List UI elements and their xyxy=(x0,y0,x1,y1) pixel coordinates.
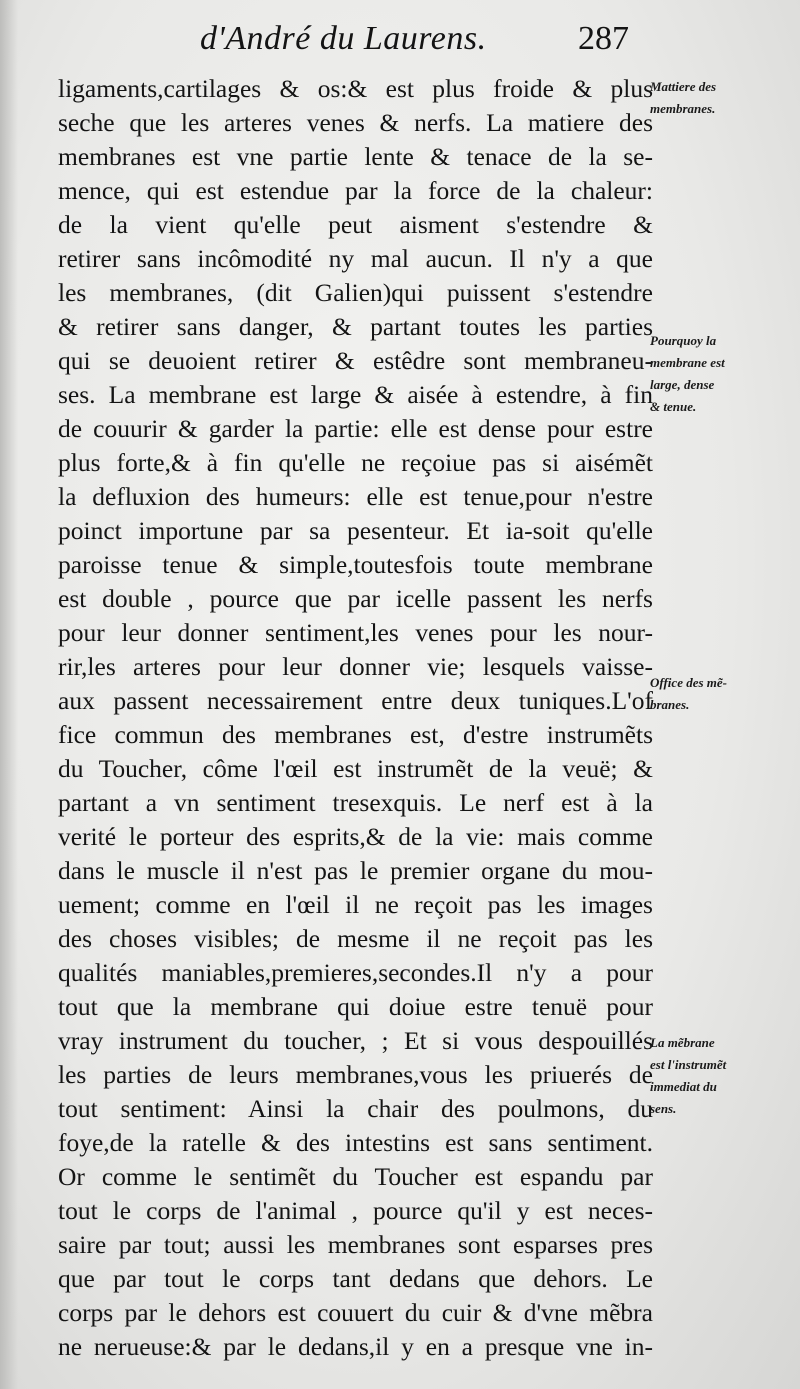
text-line: de couurir & garder la partie: elle est dense pour estre xyxy=(58,414,653,443)
running-title: d'André du Laurens. xyxy=(200,20,487,57)
text-line: rir,les arteres pour leur donner vie; lesquels vaisse- xyxy=(58,652,653,681)
text-line: verité le porteur des esprits,& de la vie: mais comme xyxy=(58,822,653,851)
text-line: dans le muscle il n'est pas le premier organe du mou- xyxy=(58,856,653,885)
text-line: les parties de leurs membranes,vous les priuerés de xyxy=(58,1060,653,1089)
margin-note-line: est l'instrumẽt xyxy=(650,1057,727,1072)
text-line: qualités maniables,premieres,secondes.Il n'y a pour xyxy=(58,958,653,987)
text-line: qui se deuoient retirer & estêdre sont membraneu- xyxy=(58,346,653,375)
text-line: mence, qui est estendue par la force de la chaleur: xyxy=(58,176,653,205)
margin-note-line: Pourquoy la xyxy=(650,333,717,348)
text-line: corps par le dehors est couuert du cuir & d'vne mẽbra xyxy=(58,1298,653,1327)
text-line: paroisse tenue & simple,toutesfois toute membrane xyxy=(58,550,653,579)
text-line: seche que les arteres venes & nerfs. La matiere des xyxy=(58,108,653,137)
text-line: & retirer sans danger, & partant toutes les parties xyxy=(58,312,653,341)
text-line: tout que la membrane qui doiue estre tenuë pour xyxy=(58,992,653,1021)
margin-note-office xyxy=(650,672,795,716)
text-line: ses. La membrane est large & aisée à estendre, à fin xyxy=(58,380,653,409)
text-line: des choses visibles; de mesme il ne reçoit pas les xyxy=(58,924,653,953)
text-line: que par tout le corps tant dedans que dehors. Le xyxy=(58,1264,653,1293)
margin-note-pourquoy xyxy=(650,330,795,418)
text-line: poinct importune par sa pesenteur. Et ia-soit qu'elle xyxy=(58,516,653,545)
text-line: tout sentiment: Ainsi la chair des poulmons, du xyxy=(58,1094,653,1123)
text-line: partant a vn sentiment tresexquis. Le nerf est à la xyxy=(58,788,653,817)
text-line: membranes est vne partie lente & tenace de la se- xyxy=(58,142,653,171)
text-line: saire par tout; aussi les membranes sont esparses pres xyxy=(58,1230,653,1259)
margin-note-matiere xyxy=(650,76,795,120)
text-line: aux passent necessairement entre deux tuniques.L'of xyxy=(58,686,653,715)
margin-note-line: sens. xyxy=(650,1101,677,1116)
text-line: ne nerueuse:& par le dedans,il y en a presque vne in- xyxy=(58,1332,653,1361)
margin-note-line: large, dense xyxy=(650,377,715,392)
margin-note-line: Mattiere des xyxy=(650,79,717,94)
text-line: uement; comme en l'œil il ne reçoit pas les images xyxy=(58,890,653,919)
margin-note-instrument xyxy=(650,1032,795,1120)
text-line: la defluxion des humeurs: elle est tenue,pour n'estre xyxy=(58,482,653,511)
text-line: les membranes, (dit Galien)qui puissent s'estendre xyxy=(58,278,653,307)
margin-note-line: & tenue. xyxy=(650,399,697,414)
text-line: plus forte,& à fin qu'elle ne reçoiue pas si aisémẽt xyxy=(58,448,653,477)
text-line: retirer sans incômodité ny mal aucun. Il n'y a que xyxy=(58,244,653,273)
text-line: du Toucher, côme l'œil est instrumẽt de la veuë; & xyxy=(58,754,653,783)
margin-note-line: membranes. xyxy=(650,101,716,116)
page-header xyxy=(0,12,800,72)
text-line: est double , pource que par icelle passent les nerfs xyxy=(58,584,653,613)
text-line: fice commun des membranes est, d'estre instrumẽts xyxy=(58,720,653,749)
margin-note-line: La mẽbrane xyxy=(650,1035,715,1050)
margin-note-line: immediat du xyxy=(650,1079,717,1094)
margin-note-line: Office des mẽ- xyxy=(650,675,728,690)
margin-note-line: membrane est xyxy=(650,355,725,370)
text-line: Or comme le sentimẽt du Toucher est espandu par xyxy=(58,1162,653,1191)
text-line: tout le corps de l'animal , pource qu'il y est neces- xyxy=(58,1196,653,1225)
margin-note-line: branes. xyxy=(650,697,690,712)
gutter-shadow xyxy=(0,0,18,1389)
text-line: de la vient qu'elle peut aisment s'estendre & xyxy=(58,210,653,239)
text-line: vray instrument du toucher, ; Et si vous despouillés xyxy=(58,1026,653,1055)
text-line: ligaments,cartilages & os:& est plus froide & plus xyxy=(58,74,653,103)
page-number: 287 xyxy=(578,20,629,57)
text-line: foye,de la ratelle & des intestins est sans sentiment. xyxy=(58,1128,653,1157)
text-line: pour leur donner sentiment,les venes pour les nour- xyxy=(58,618,653,647)
body-text xyxy=(58,72,653,1364)
